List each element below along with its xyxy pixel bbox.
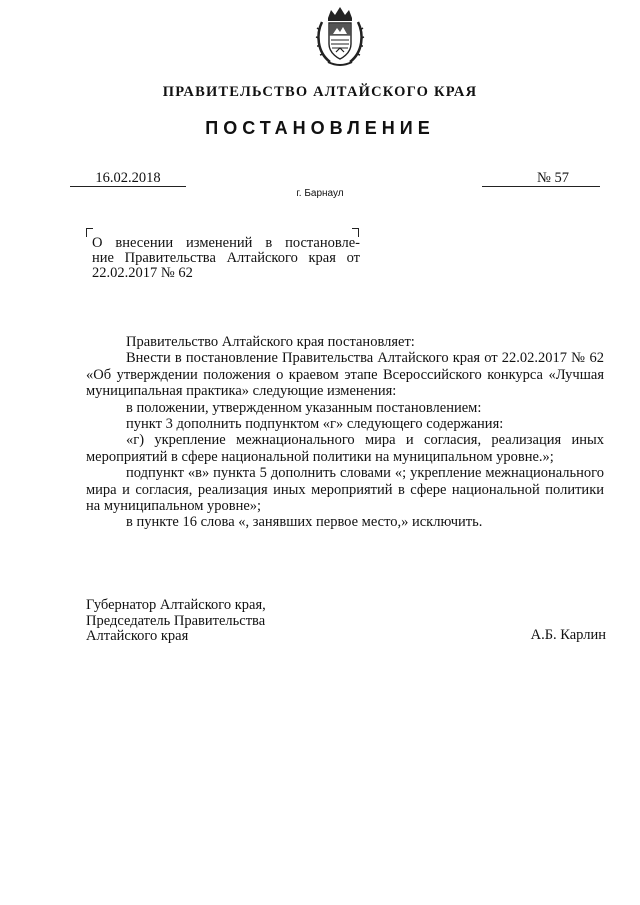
subject-line: ние Правительства Алтайского края от [92, 250, 360, 266]
document-number: № 57 [537, 170, 569, 186]
city-name: г. Барнаул [296, 188, 344, 199]
body-paragraph: пункт 3 дополнить подпунктом «г» следующего содержания: [126, 416, 504, 433]
document-date: 16.02.2018 [70, 170, 186, 187]
body-paragraph: подпункт «в» пункта 5 дополнить словами «; укрепление межнационального мира и согласия, реализация иных мероприятий в сфере национальной политики на муниципальном уровне»; [86, 465, 604, 515]
position-line: Алтайского края [86, 628, 189, 644]
subject-line: 22.02.2017 № 62 [92, 265, 193, 281]
body-paragraph: Правительство Алтайского края постановляет: [126, 334, 415, 350]
document-body [86, 334, 604, 531]
body-paragraph: «г) укрепление межнационального мира и согласия, реализация иных мероприятий в сфере национальной политики на муниципальном уровне.»; [86, 432, 604, 465]
position-line: Губернатор Алтайского края, [86, 597, 266, 613]
position-line: Председатель Правительства [86, 612, 266, 629]
body-paragraph: Внести в постановление Правительства Алтайского края от 22.02.2017 № 62 «Об утверждении положения о краевом этапе Всероссийского конкурса «Лучшая муниципальная практика» следующие изменения: [86, 350, 604, 400]
coat-of-arms-icon [314, 4, 366, 70]
document-subject [86, 228, 376, 284]
government-name: ПРАВИТЕЛЬСТВО АЛТАЙСКОГО КРАЯ [162, 84, 478, 100]
body-paragraph: в пункте 16 слова «, занявших первое место,» исключить. [126, 514, 483, 531]
document-type-title: ПОСТАНОВЛЕНИЕ [205, 118, 435, 138]
signatory-name: А.Б. Карлин [530, 627, 606, 643]
subject-line: О внесении изменений в постановле- [92, 235, 360, 251]
signatory-position [86, 598, 266, 645]
subject-text [92, 236, 360, 281]
body-paragraph: в положении, утвержденном указанным постановлением: [126, 399, 482, 416]
document-number-field [482, 170, 600, 187]
